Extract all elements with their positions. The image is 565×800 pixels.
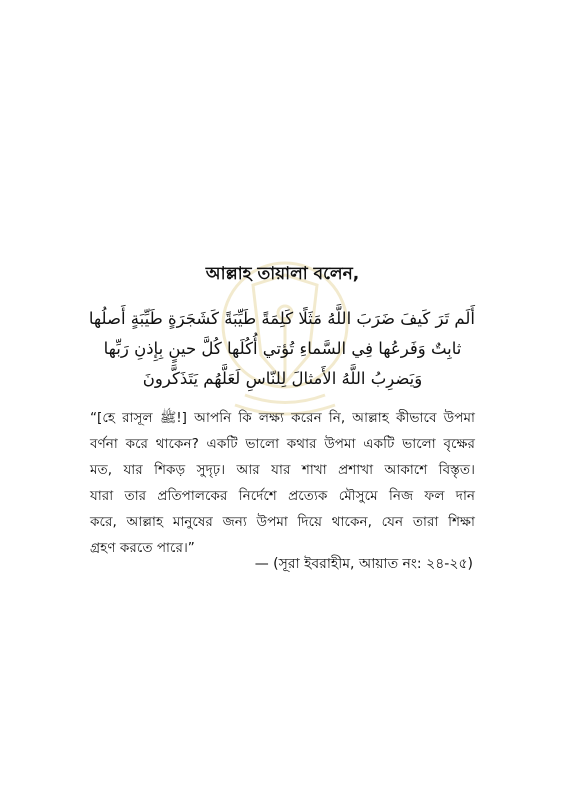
- translation-line: গ্রহণ করতে পারে।”: [90, 540, 195, 556]
- translation-line: মত, যার শিকড় সুদৃঢ়। আর যার শাখা প্রশাখা আকাশে বিস্তৃত।: [90, 462, 475, 478]
- translation-line: যারা তার প্রতিপালকের নির্দেশে প্রত্যেক মৌসুমে নিজ ফল দান: [90, 488, 475, 504]
- heading-allah-says: আল্লাহ তায়ালা বলেন,: [205, 264, 360, 284]
- arabic-line: أَلَم تَرَ كَيفَ ضَرَبَ اللَّهُ مَثَلًا كَلِمَةً طَيِّبَةً كَشَجَرَةٍ طَيِّبَةٍ أَصلُها: [88, 309, 475, 328]
- translation-line: “[হে রাসূল ﷺ!] আপনি কি লক্ষ্য করেন নি, আল্লাহ কীভাবে উপমা: [90, 410, 475, 426]
- translation-line: করে, আল্লাহ মানুষের জন্য উপমা দিয়ে থাকেন, যেন তারা শিক্ষা: [90, 514, 475, 530]
- translation-line: বর্ণনা করে থাকেন? একটি ভালো কথার উপমা একটি ভালো বৃক্ষের: [90, 436, 475, 452]
- arabic-line: وَيَضرِبُ اللَّهُ الأَمثالَ لِلنّاسِ لَعَلَّهُم يَتَذَكَّرونَ: [142, 369, 423, 388]
- arabic-line: ثابِتٌ وَفَرعُها فِي السَّماءِ تُؤتي أُكُلَها كُلَّ حينٍ بِإِذنِ رَبِّها: [103, 339, 462, 358]
- quran-verse-arabic: [90, 304, 475, 394]
- surah-reference: — (সূরা ইবরাহীম, আয়াত নং: ২৪-২৫): [254, 556, 473, 572]
- bangla-translation: [90, 405, 475, 561]
